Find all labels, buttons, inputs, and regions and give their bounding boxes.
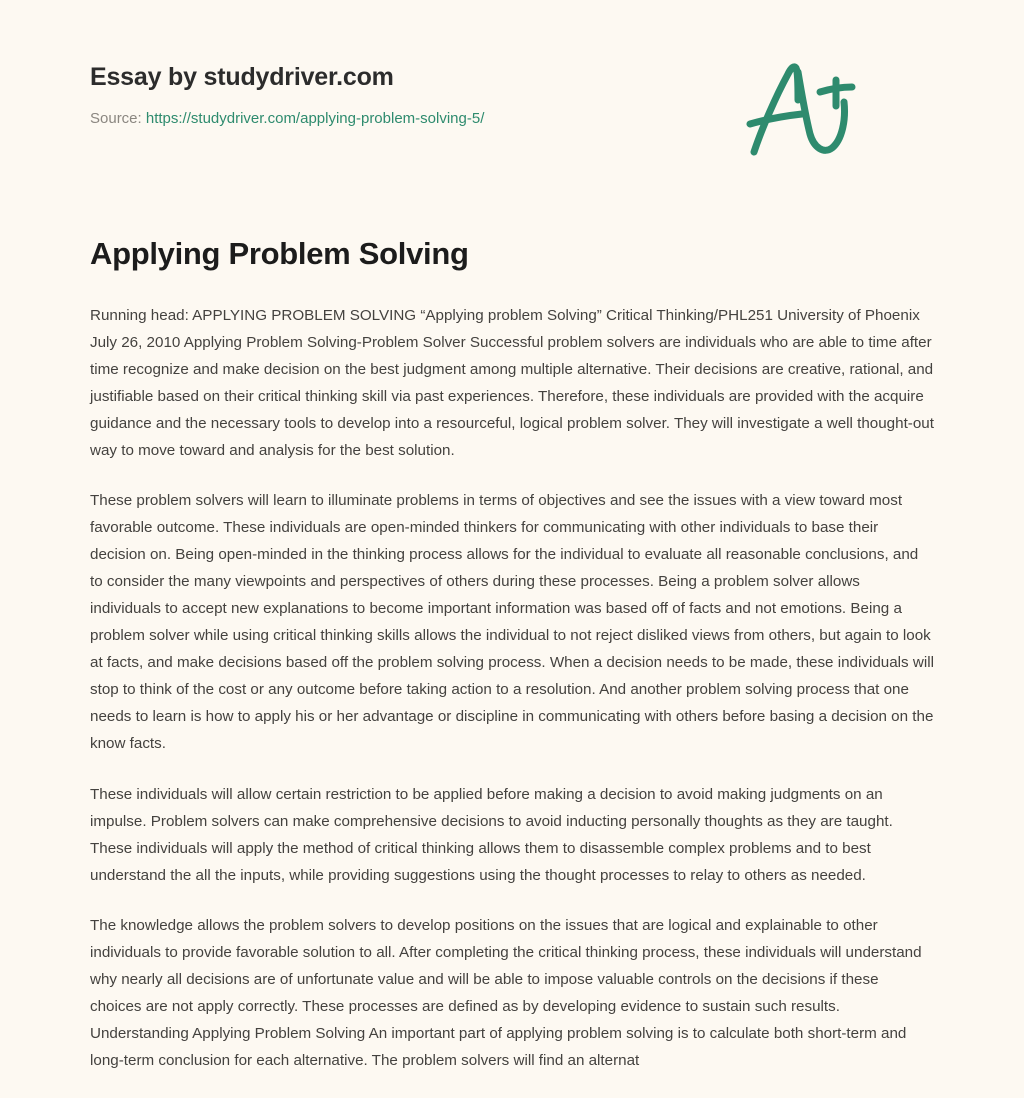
paragraph: These individuals will allow certain restriction to be applied before making a decision to avoid making judgments on an impulse. Problem solvers can make comprehensive decisions to avoid inducting personally thoughts as they are taught. These individuals will apply the method of critical thinking allows them to disassemble complex problems and to best understand the all the inputs, while providing suggestions using the thought processes to relay to others as needed. <box>90 785 893 884</box>
page-header <box>90 0 934 140</box>
page-title: Applying Problem Solving <box>90 236 469 271</box>
paragraph: These problem solvers will learn to illuminate problems in terms of objectives and see the issues with a view toward most favorable outcome. These individuals are open-minded thinkers for communicating with other individuals to base their decision on. Being open-minded in the thinking process allows for the individual to evaluate all reasonable conclusions, and to consider the many viewpoints and perspectives of others during these processes. Being a problem solver allows individuals to accept new explanations to become important information was based off of facts and not emotions. Being a problem solver while using critical thinking skills allows the individual to not reject disliked views from others, but again to look at facts, and make decisions based off the problem solving process. When a decision needs to be made, these individuals will stop to think of the cost or any outcome before taking action to a resolution. And another problem solving process that one needs to learn is how to apply his or her advantage or discipline in communicating with others before basing a decision on the know facts. <box>90 492 934 753</box>
article-body <box>90 235 934 1074</box>
source-label: Source: <box>90 110 142 127</box>
brand-title: Essay by studydriver.com <box>90 63 394 91</box>
paragraph: The knowledge allows the problem solvers to develop positions on the issues that are logical and explainable to other individuals to provide favorable solution to all. After completing the critical thinking process, these individuals will understand why nearly all decisions are of unfortunate value and will be able to impose valuable controls on the decisions if these choices are not apply correctly. These processes are defined as by developing evidence to sustain such results. Understanding Applying Problem Solving An important part of applying problem solving is to calculate both short-term and long-term conclusion for each alternative. The problem solvers will find an alternat <box>90 916 922 1069</box>
source-url-link[interactable]: https://studydriver.com/applying-problem-solving-5/ <box>145 110 485 127</box>
essay-text <box>90 302 934 1074</box>
a-plus-logo-icon <box>736 52 866 162</box>
paragraph: Running head: APPLYING PROBLEM SOLVING “Applying problem Solving” Critical Thinking/PHL251 University of Phoenix July 26, 2010 Applying Problem Solving-Problem Solver Successful problem solvers are individuals who are able to time after time recognize and make decision on the best judgment among multiple alternative. Their decisions are creative, rational, and justifiable based on their critical thinking skill via past experiences. Therefore, these individuals are provided with the acquire guidance and the necessary tools to develop into a resourceful, logical problem solver. They will investigate a well thought-out way to move toward and analysis for the best solution. <box>90 306 934 459</box>
